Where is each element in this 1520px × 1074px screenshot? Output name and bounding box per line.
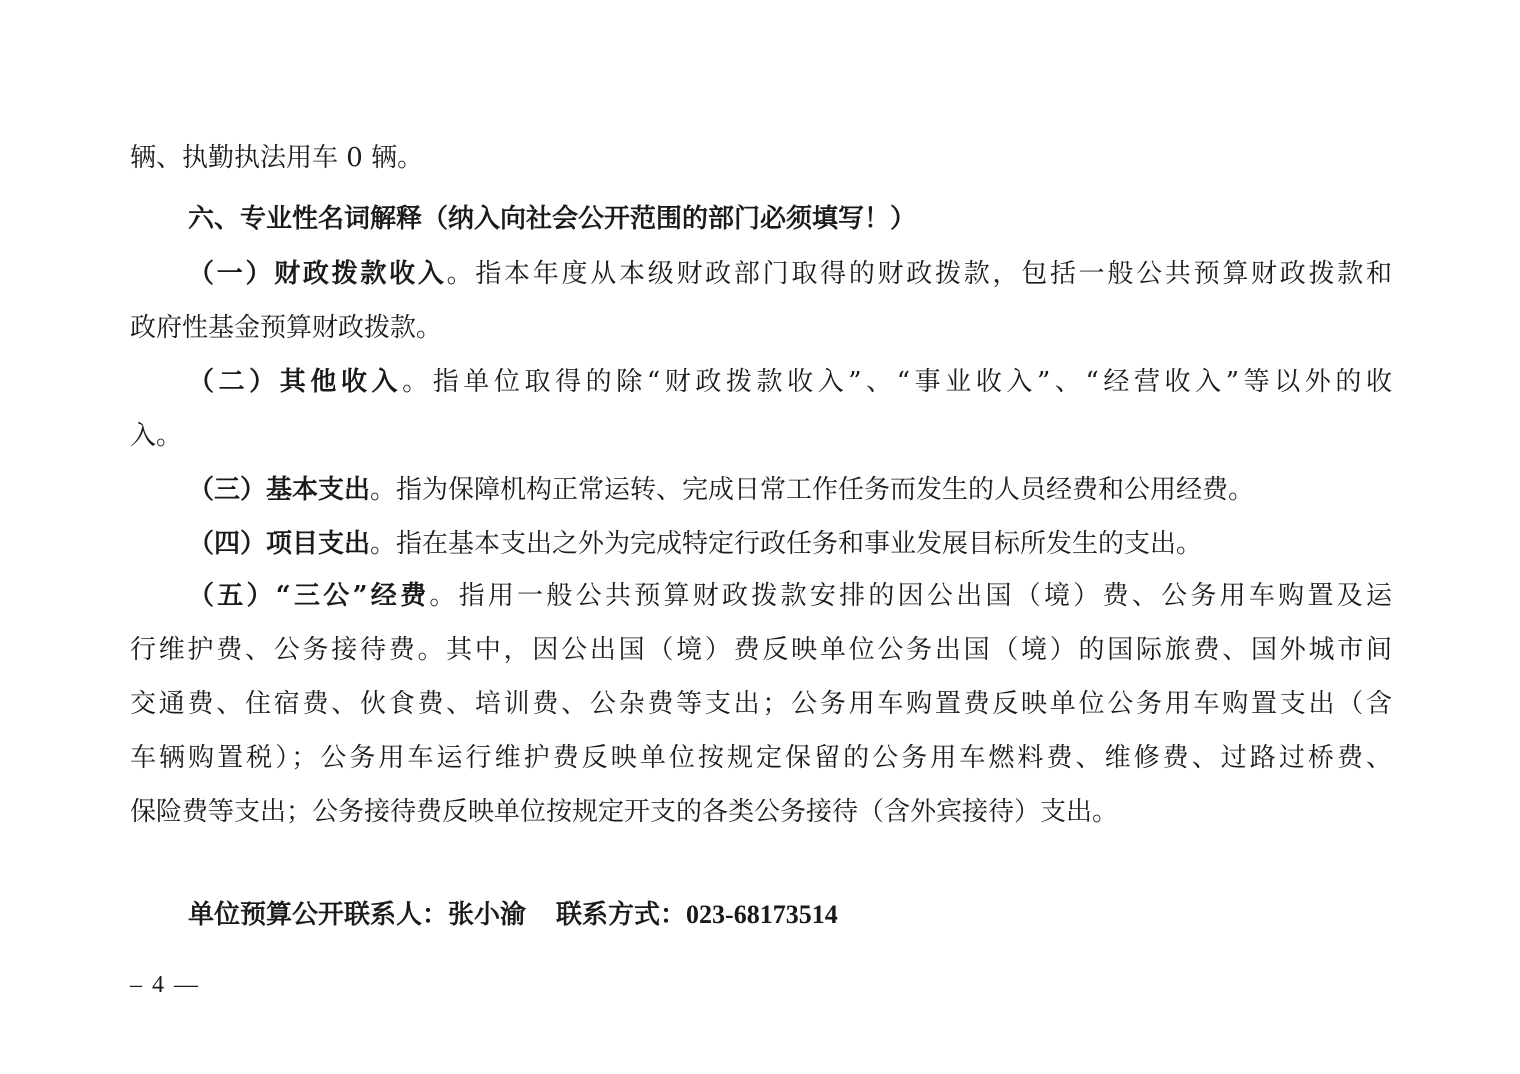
contact-phone: 023-68173514 — [686, 900, 838, 929]
paragraph-other-income-line1 — [188, 365, 1392, 399]
paragraph-three-public-line4: 车辆购置税）；公务用车运行维护费反映单位按规定保留的公务用车燃料费、维修费、过路过桥费、 — [130, 743, 1392, 773]
term-other-income: （二）其他收入 — [188, 367, 403, 397]
term-fiscal-appropriation: （一）财政拨款收入 — [188, 259, 447, 289]
text-line-vehicles: 辆、执勤执法用车 0 辆。 — [130, 143, 424, 173]
definition-text: 。指用一般公共预算财政拨款安排的因公出国（境）费、公务用车购置及运 — [429, 581, 1392, 611]
definition-text: 。指在基本支出之外为完成特定行政任务和事业发展目标所发生的支出。 — [370, 529, 1203, 559]
contact-name: 张小渝 — [448, 900, 527, 930]
contact-line — [188, 898, 1392, 932]
section-heading: 六、专业性名词解释（纳入向社会公开范围的部门必须填写！） — [188, 204, 917, 234]
paragraph-basic-expenditure — [188, 473, 1392, 507]
paragraph-fiscal-appropriation-line1 — [188, 257, 1392, 291]
definition-text: 。指为保障机构正常运转、完成日常工作任务而发生的人员经费和公用经费。 — [370, 475, 1255, 505]
contact-label: 单位预算公开联系人： — [188, 900, 449, 930]
paragraph-fiscal-appropriation-line2: 政府性基金预算财政拨款。 — [130, 313, 443, 343]
page-number: – 4 — — [130, 972, 200, 998]
paragraph-other-income-line2: 入。 — [130, 421, 183, 451]
term-three-public-expenses: （五）“三公”经费 — [188, 581, 430, 611]
paragraph-project-expenditure — [188, 527, 1392, 561]
paragraph-three-public-line1 — [188, 579, 1392, 613]
definition-text: 。指单位取得的除“财政拨款收入”、“事业收入”、“经营收入”等以外的收 — [402, 367, 1392, 397]
term-basic-expenditure: （三）基本支出 — [188, 475, 371, 505]
paragraph-three-public-line2: 行维护费、公务接待费。其中，因公出国（境）费反映单位公务出国（境）的国际旅费、国外城市间 — [130, 635, 1392, 665]
definition-text: 。指本年度从本级财政部门取得的财政拨款，包括一般公共预算财政拨款和 — [446, 259, 1392, 289]
paragraph-three-public-line5: 保险费等支出；公务接待费反映单位按规定开支的各类公务接待（含外宾接待）支出。 — [130, 797, 1119, 827]
contact-method-label: 联系方式： — [556, 900, 687, 930]
paragraph-three-public-line3: 交通费、住宿费、伙食费、培训费、公杂费等支出；公务用车购置费反映单位公务用车购置支出（含 — [130, 689, 1392, 719]
term-project-expenditure: （四）项目支出 — [188, 529, 371, 559]
